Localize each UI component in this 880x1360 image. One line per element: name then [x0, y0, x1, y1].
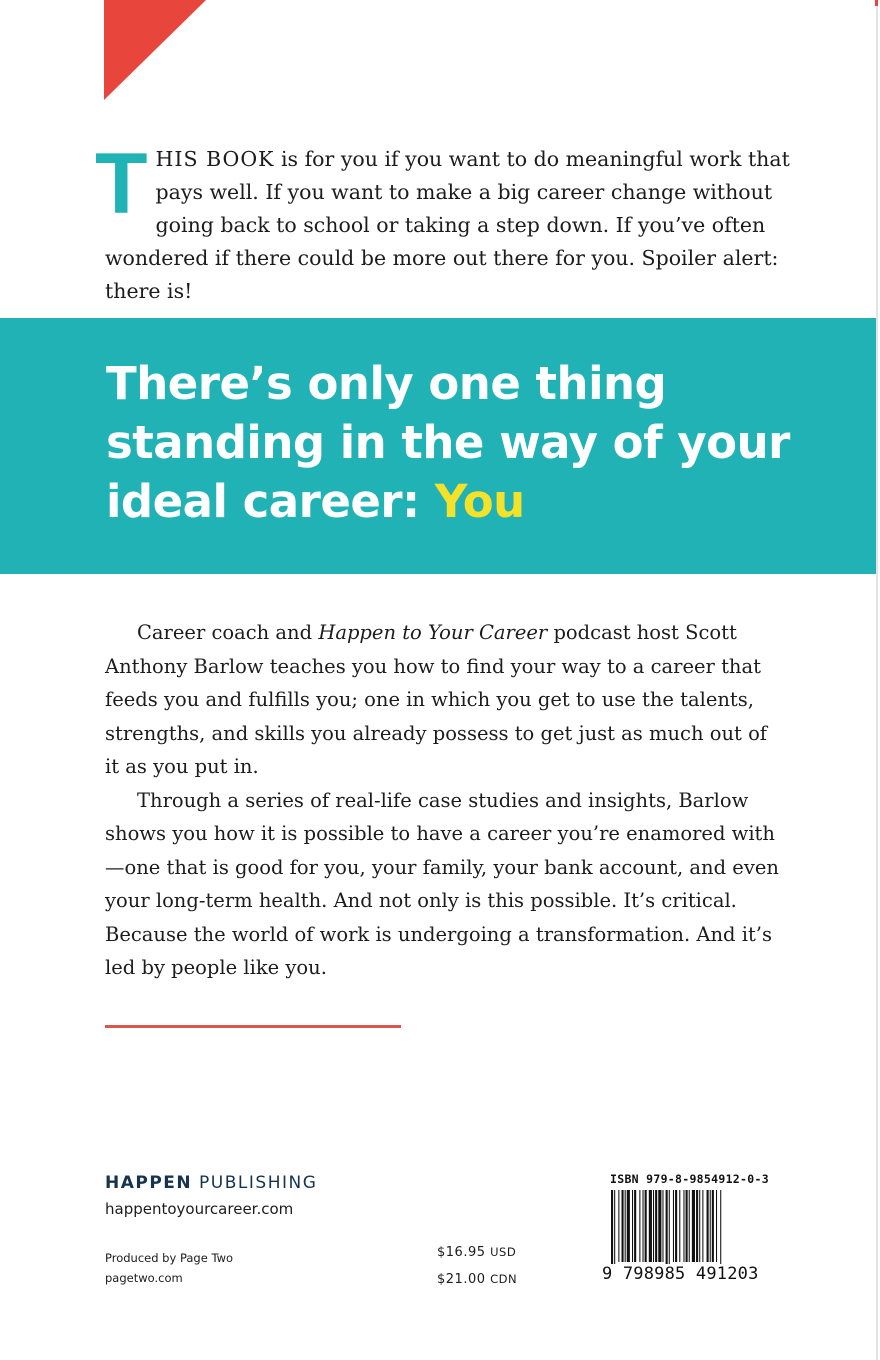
- price-block: [437, 1239, 517, 1293]
- barcode-bar: [649, 1190, 652, 1262]
- p1-text-after: podcast host Scott Anthony Barlow teaches you how to find your way to a career that feeds you and fulfills you; one in which you get to use the talents, strengths, and skills you already possess to get just as much out of it as you put in.: [105, 621, 768, 778]
- price-usd: [437, 1239, 517, 1266]
- headline-accent: You: [434, 475, 525, 528]
- publisher-name-rest: PUBLISHING: [192, 1173, 318, 1193]
- barcode-bar: [696, 1190, 698, 1262]
- headline: [106, 354, 846, 531]
- intro-text: is for you if you want to do meaningful work that pays well. If you want to make a big career change without going back to school or taking a step down. If you’ve often wondered if there could be more out there for you. Spoiler alert: there is!: [105, 147, 790, 303]
- description-paragraph-1: [105, 616, 785, 784]
- barcode-bar: [627, 1190, 630, 1262]
- barcode-bar: [679, 1190, 680, 1262]
- barcode-bar: [655, 1190, 657, 1262]
- barcode-bar: [716, 1190, 717, 1262]
- barcode-bar: [699, 1190, 700, 1262]
- publisher-url: happentoyourcareer.com: [105, 1200, 294, 1218]
- barcode-bar: [645, 1190, 647, 1262]
- publisher-name: [105, 1172, 317, 1194]
- intro-paragraph: [95, 136, 795, 308]
- price-cdn: [437, 1266, 517, 1293]
- price-usd-label: USD: [490, 1245, 517, 1259]
- podcast-title: Happen to Your Career: [318, 621, 548, 644]
- price-usd-amount: $16.95: [437, 1245, 486, 1260]
- producer-url: pagetwo.com: [105, 1271, 183, 1285]
- publisher-block: [105, 1172, 317, 1218]
- headline-text: There’s only one thing standing in the way of your ideal career:: [106, 357, 790, 528]
- barcode-bar: [611, 1190, 613, 1268]
- description: [105, 616, 785, 985]
- drop-cap: T: [95, 136, 148, 232]
- price-cdn-amount: $21.00: [437, 1272, 486, 1287]
- producer-line: Produced by Page Two: [105, 1251, 234, 1265]
- barcode-icon: [605, 1190, 775, 1268]
- publisher-name-bold: HAPPEN: [105, 1173, 193, 1193]
- barcode-bar: [643, 1190, 644, 1262]
- p1-text-before: Career coach and: [137, 621, 319, 644]
- headline-band: [0, 318, 876, 574]
- isbn-label: ISBN 979-8-9854912-0-3: [610, 1172, 769, 1186]
- barcode-bar: [614, 1190, 615, 1268]
- barcode-number: 9 798985 491203: [602, 1264, 759, 1284]
- barcode-bar: [692, 1190, 695, 1262]
- right-edge-line: [876, 0, 878, 1360]
- barcode-bar: [669, 1190, 670, 1268]
- barcode-bar: [632, 1190, 633, 1262]
- barcode-bar: [634, 1190, 636, 1262]
- barcode-bar: [710, 1190, 711, 1262]
- barcode-bar: [712, 1190, 714, 1262]
- producer-block: [105, 1248, 233, 1288]
- barcode-bar: [658, 1190, 661, 1262]
- price-cdn-label: CDN: [490, 1272, 518, 1286]
- right-edge-mark: [875, 0, 878, 6]
- barcode-bar: [675, 1190, 677, 1262]
- description-paragraph-2: Through a series of real-life case studies and insights, Barlow shows you how it is possible to have a career you’re enamored with—one that is good for you, your family, your bank account, and even your long-term health. And not only is this possible. It’s critical. Because the world of work is undergoing a transformation. And it’s led by people like you.: [105, 788, 779, 979]
- barcode-bar: [622, 1190, 624, 1262]
- barcode-bar: [639, 1190, 640, 1262]
- barcode-bar: [707, 1190, 709, 1262]
- corner-triangle: [0, 0, 210, 102]
- barcode-bar: [720, 1190, 721, 1268]
- barcode-bar: [618, 1190, 619, 1262]
- barcode-bar: [673, 1190, 674, 1262]
- barcode-bar: [702, 1190, 703, 1262]
- barcode-bar: [653, 1190, 654, 1262]
- intro-lead-caps: HIS BOOK: [155, 147, 275, 171]
- barcode-bar: [662, 1190, 663, 1262]
- barcode-bar: [625, 1190, 626, 1262]
- barcode-bar: [683, 1190, 684, 1262]
- barcode-bar: [666, 1190, 668, 1268]
- divider-rule: [105, 1025, 401, 1028]
- barcode-bar: [689, 1190, 690, 1262]
- barcode-bar: [686, 1190, 688, 1262]
